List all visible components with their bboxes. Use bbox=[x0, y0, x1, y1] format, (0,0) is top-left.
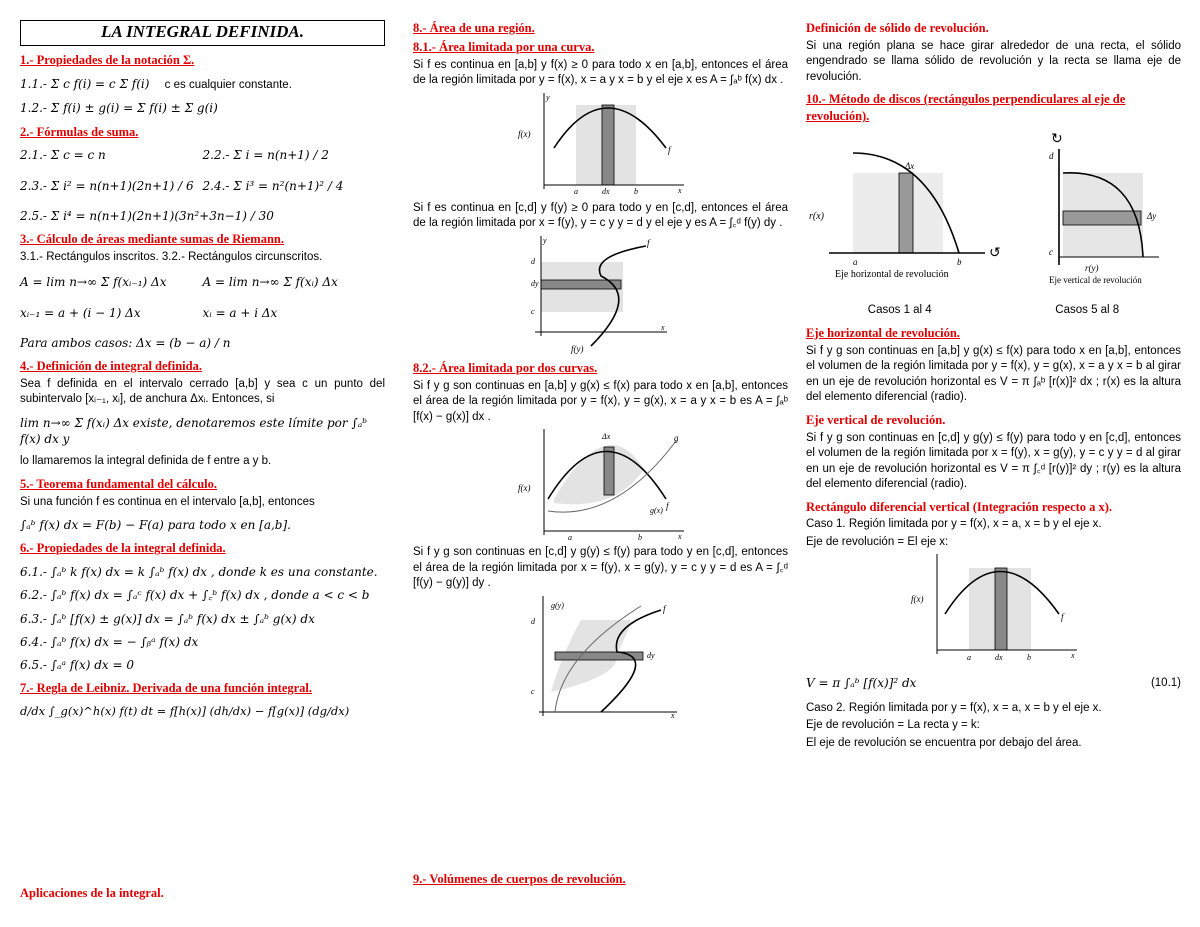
svg-text:f: f bbox=[646, 237, 650, 248]
svg-text:Eje vertical de revolución: Eje vertical de revolución bbox=[1048, 275, 1142, 286]
svg-text:f: f bbox=[662, 603, 666, 614]
definition-text-3: lo llamaremos la integral definida de f entre a y b. bbox=[20, 455, 272, 468]
svg-text:dx: dx bbox=[601, 186, 610, 196]
formula-6-3: 6.3.- ∫ₐᵇ [f(x) ± g(x)] dx = ∫ₐᵇ f(x) dx ± ∫ₐᵇ g(x) dx bbox=[20, 611, 315, 626]
svg-text:b: b bbox=[1026, 653, 1031, 663]
svg-text:g: g bbox=[673, 433, 678, 444]
formula-1-1: 1.1.- Σ c f(i) = c Σ f(i) c es cualquier constante. bbox=[20, 76, 292, 91]
svg-text:f: f bbox=[1060, 612, 1064, 623]
svg-text:b: b bbox=[633, 186, 638, 196]
svg-text:f(y): f(y) bbox=[570, 343, 583, 354]
horizontal-axis-text: Si f y g son continuas en [a,b] y g(x) ≤ f(x) para todo x en [a,b], entonces el volumen de la región limitada por y = f(x), y = g(x), x = a y x = b al girar en un eje de revolución horizontal es V = π ∫ₐᵇ [r(x)]² dx ; r(x) es la altura del elemento diferencial (radio). bbox=[806, 344, 1181, 404]
heading-vertical-rectangle: Rectángulo diferencial vertical (Integración respecto a x). bbox=[806, 499, 1113, 514]
solid-definition-text: Si una región plana se hace girar alrededor de una recta, el sólido engendrado se llama sólido de revolución y la recta se llama eje de revolución. bbox=[806, 39, 1181, 83]
svg-text:d: d bbox=[530, 616, 535, 626]
svg-text:Δy: Δy bbox=[1146, 211, 1156, 222]
area-text-4: Si f y g son continuas en [c,d] y g(y) ≤ f(y) para todo y en [c,d], entonces el área de la región limitada por x = f(y), x = g(y), y = c y y = d es A = ∫꜀ᵈ [f(y) − g(y)] dy . bbox=[413, 546, 788, 590]
formula-6-4: 6.4.- ∫ₐᵇ f(x) dx = − ∫ᵦᵃ f(x) dx bbox=[20, 634, 199, 649]
svg-text:↻: ↻ bbox=[1050, 132, 1063, 148]
definition-limit: lim n→∞ Σ f(xᵢ) Δx existe, denotaremos este límite por ∫ₐᵇ f(x) dx y bbox=[20, 415, 367, 446]
formula-leibniz: d/dx ∫_g(x)^h(x) f(t) dt = f[h(x)] (dh/dx) − f[g(x)] (dg/dx) bbox=[20, 703, 350, 718]
heading-disc-method: 10.- Método de discos (rectángulos perpendiculares al eje de revolución). bbox=[806, 92, 1126, 124]
svg-text:c: c bbox=[1048, 247, 1053, 258]
svg-text:dy: dy bbox=[530, 278, 539, 288]
svg-text:y: y bbox=[545, 92, 550, 102]
svg-text:x: x bbox=[1070, 651, 1075, 661]
svg-text:a: a bbox=[966, 653, 971, 663]
svg-text:f(x): f(x) bbox=[910, 594, 923, 605]
definition-text-1: Sea f definida en el intervalo cerrado [a,b] y sea c un punto del subintervalo [xᵢ₋₁, xᵢ], de anchura Δxᵢ. Entonces, si bbox=[20, 377, 385, 406]
svg-text:f(x): f(x) bbox=[517, 483, 530, 494]
svg-text:f: f bbox=[667, 144, 671, 155]
formula-6-5: 6.5.- ∫ₐᵃ f(x) dx = 0 bbox=[20, 657, 134, 672]
case-2-axis: Eje de revolución = La recta y = k: bbox=[806, 719, 980, 732]
caption-cases-5-8: Casos 5 al 8 bbox=[1055, 304, 1120, 317]
svg-text:b: b bbox=[956, 257, 961, 268]
formula-circumscribed: A = lim n→∞ Σ f(xᵢ) Δx bbox=[202, 275, 338, 290]
formula-x-i: xᵢ = a + i Δx bbox=[202, 305, 278, 320]
formula-6-1: 6.1.- ∫ₐᵇ k f(x) dx = k ∫ₐᵇ f(x) dx , donde k es una constante. bbox=[20, 565, 378, 580]
column-2 bbox=[413, 20, 788, 724]
svg-text:f(x): f(x) bbox=[517, 128, 530, 139]
svg-text:a: a bbox=[573, 186, 578, 196]
formula-2-3: 2.3.- Σ i² = n(n+1)(2n+1) / 6 bbox=[20, 178, 194, 193]
figure-disc-case-1 bbox=[909, 554, 1079, 664]
figure-area-along-y bbox=[531, 236, 671, 354]
svg-text:r(y): r(y) bbox=[1084, 263, 1098, 274]
svg-text:Eje horizontal de revolución: Eje horizontal de revolución bbox=[834, 269, 949, 281]
figure-area-between-curves bbox=[516, 429, 686, 541]
formula-2-2: 2.2.- Σ i = n(n+1) / 2 bbox=[202, 148, 329, 163]
page-title: LA INTEGRAL DEFINIDA. bbox=[20, 20, 385, 46]
case-1-text: Caso 1. Región limitada por y = f(x), x = a, x = b y el eje x. bbox=[806, 518, 1102, 531]
formula-2-1: 2.1.- Σ c = c n bbox=[20, 148, 106, 163]
footer-applications: Aplicaciones de la integral. bbox=[20, 886, 164, 900]
svg-text:x: x bbox=[670, 710, 675, 720]
heading-leibniz: 7.- Regla de Leibniz. Derivada de una función integral. bbox=[20, 681, 313, 696]
svg-text:y: y bbox=[542, 235, 547, 245]
svg-text:Δx: Δx bbox=[601, 432, 610, 442]
theorem-formula: ∫ₐᵇ f(x) dx = F(b) − F(a) para todo x en [a,b]. bbox=[20, 518, 291, 533]
heading-area-region: 8.- Área de una región. bbox=[413, 21, 535, 35]
svg-text:c: c bbox=[530, 686, 535, 696]
svg-text:x: x bbox=[660, 322, 665, 332]
theorem-text-1: Si una función f es continua en el intervalo [a,b], entonces bbox=[20, 495, 315, 508]
heading-solid-definition: Definición de sólido de revolución. bbox=[806, 21, 989, 35]
column-3 bbox=[806, 20, 1181, 753]
heading-sigma-properties: 1.- Propiedades de la notación Σ. bbox=[20, 52, 195, 67]
svg-text:x: x bbox=[677, 185, 682, 195]
vertical-axis-text: Si f y g son continuas en [c,d] y g(y) ≤ f(y) para todo y en [c,d], entonces el volumen de la región limitada por x = f(y), x = g(y), y = c y y = d al girar en un eje de revolución horizontal es V = π ∫꜀ᵈ [r(y)]² dy ; r(y) es la altura del elemento diferencial (radio). bbox=[806, 431, 1181, 491]
column-1 bbox=[20, 20, 385, 726]
heading-area-one-curve: 8.1.- Área limitada por una curva. bbox=[413, 39, 595, 54]
svg-text:a: a bbox=[567, 533, 572, 542]
riemann-subheadings: 3.1.- Rectángulos inscritos. 3.2.- Rectángulos circunscritos. bbox=[20, 250, 323, 263]
svg-text:d: d bbox=[1048, 151, 1053, 162]
area-text-2: Si f es continua en [c,d] y f(y) ≥ 0 para todo y en [c,d], entonces el área de la región limitada por x = f(y), y = c y y = d y el eje y es A = ∫꜀ᵈ f(y) dy . bbox=[413, 201, 788, 230]
case-1-axis: Eje de revolución = El eje x: bbox=[806, 535, 949, 548]
figure-area-between-curves-y bbox=[521, 596, 681, 720]
heading-definite-integral: 4.- Definición de integral definida. bbox=[20, 358, 202, 373]
area-text-1: Si f es continua en [a,b] y f(x) ≥ 0 para todo x en [a,b], entonces el área de la región limitada por y = f(x), x = a y x = b y el eje x es A = ∫ₐᵇ f(x) dx . bbox=[413, 58, 788, 87]
caption-cases-1-4: Casos 1 al 4 bbox=[867, 304, 932, 317]
svg-text:b: b bbox=[637, 533, 642, 542]
formula-x-i-minus-1: xᵢ₋₁ = a + (i − 1) Δx bbox=[20, 305, 141, 320]
svg-text:a: a bbox=[852, 257, 857, 268]
svg-text:Δx: Δx bbox=[904, 161, 914, 172]
area-text-3: Si f y g son continuas en [a,b] y g(x) ≤ f(x) para todo x en [a,b], entonces el área de la región limitada por y = f(x), y = g(x), x = a y x = b es A = ∫ₐᵇ [f(x) − g(x)] dx . bbox=[413, 379, 788, 423]
heading-integral-properties: 6.- Propiedades de la integral definida. bbox=[20, 541, 226, 556]
case-2-text: Caso 2. Región limitada por y = f(x), x = a, x = b y el eje x. bbox=[806, 701, 1102, 714]
footer-solids-of-revolution: 9.- Volúmenes de cuerpos de revolución. bbox=[413, 872, 626, 886]
svg-text:f: f bbox=[665, 501, 669, 512]
heading-fundamental-theorem: 5.- Teorema fundamental del cálculo. bbox=[20, 476, 217, 491]
svg-text:↺: ↺ bbox=[988, 246, 1001, 262]
svg-text:d: d bbox=[530, 256, 535, 266]
svg-text:x: x bbox=[677, 532, 682, 542]
heading-area-two-curves: 8.2.- Área limitada por dos curvas. bbox=[413, 360, 598, 375]
svg-text:c: c bbox=[530, 306, 535, 316]
svg-text:g(y): g(y) bbox=[550, 600, 564, 610]
figure-disc-axes bbox=[809, 129, 1179, 299]
formula-1-2: 1.2.- Σ f(i) ± g(i) = Σ f(i) ± Σ g(i) bbox=[20, 101, 218, 116]
svg-text:g(x): g(x) bbox=[649, 506, 663, 516]
heading-horizontal-axis: Eje horizontal de revolución. bbox=[806, 325, 960, 340]
case-2-note: El eje de revolución se encuentra por debajo del área. bbox=[806, 736, 1082, 749]
heading-vertical-axis: Eje vertical de revolución. bbox=[806, 412, 946, 427]
svg-text:r(x): r(x) bbox=[808, 211, 824, 223]
formula-inscribed: A = lim n→∞ Σ f(xᵢ₋₁) Δx bbox=[20, 275, 167, 290]
svg-text:dx: dx bbox=[994, 653, 1003, 663]
formula-6-2: 6.2.- ∫ₐᵇ f(x) dx = ∫ₐᶜ f(x) dx + ∫꜀ᵇ f(x) dx , donde a < c < b bbox=[20, 588, 370, 603]
svg-text:dy: dy bbox=[646, 650, 655, 660]
heading-sum-formulas: 2.- Fórmulas de suma. bbox=[20, 124, 139, 139]
heading-riemann: 3.- Cálculo de áreas mediante sumas de Riemann. bbox=[20, 231, 285, 246]
formula-2-4: 2.4.- Σ i³ = n²(n+1)² / 4 bbox=[202, 178, 344, 193]
volume-formula-10-1: V = π ∫ₐᵇ [f(x)]² dx bbox=[806, 676, 917, 691]
formula-delta-x: Para ambos casos: Δx = (b − a) / n bbox=[20, 335, 231, 350]
formula-2-5: 2.5.- Σ i⁴ = n(n+1)(2n+1)(3n²+3n−1) / 30 bbox=[20, 208, 274, 223]
figure-area-under-curve bbox=[516, 93, 686, 197]
equation-number: (10.1) bbox=[1150, 676, 1181, 689]
figure-captions bbox=[806, 303, 1181, 319]
